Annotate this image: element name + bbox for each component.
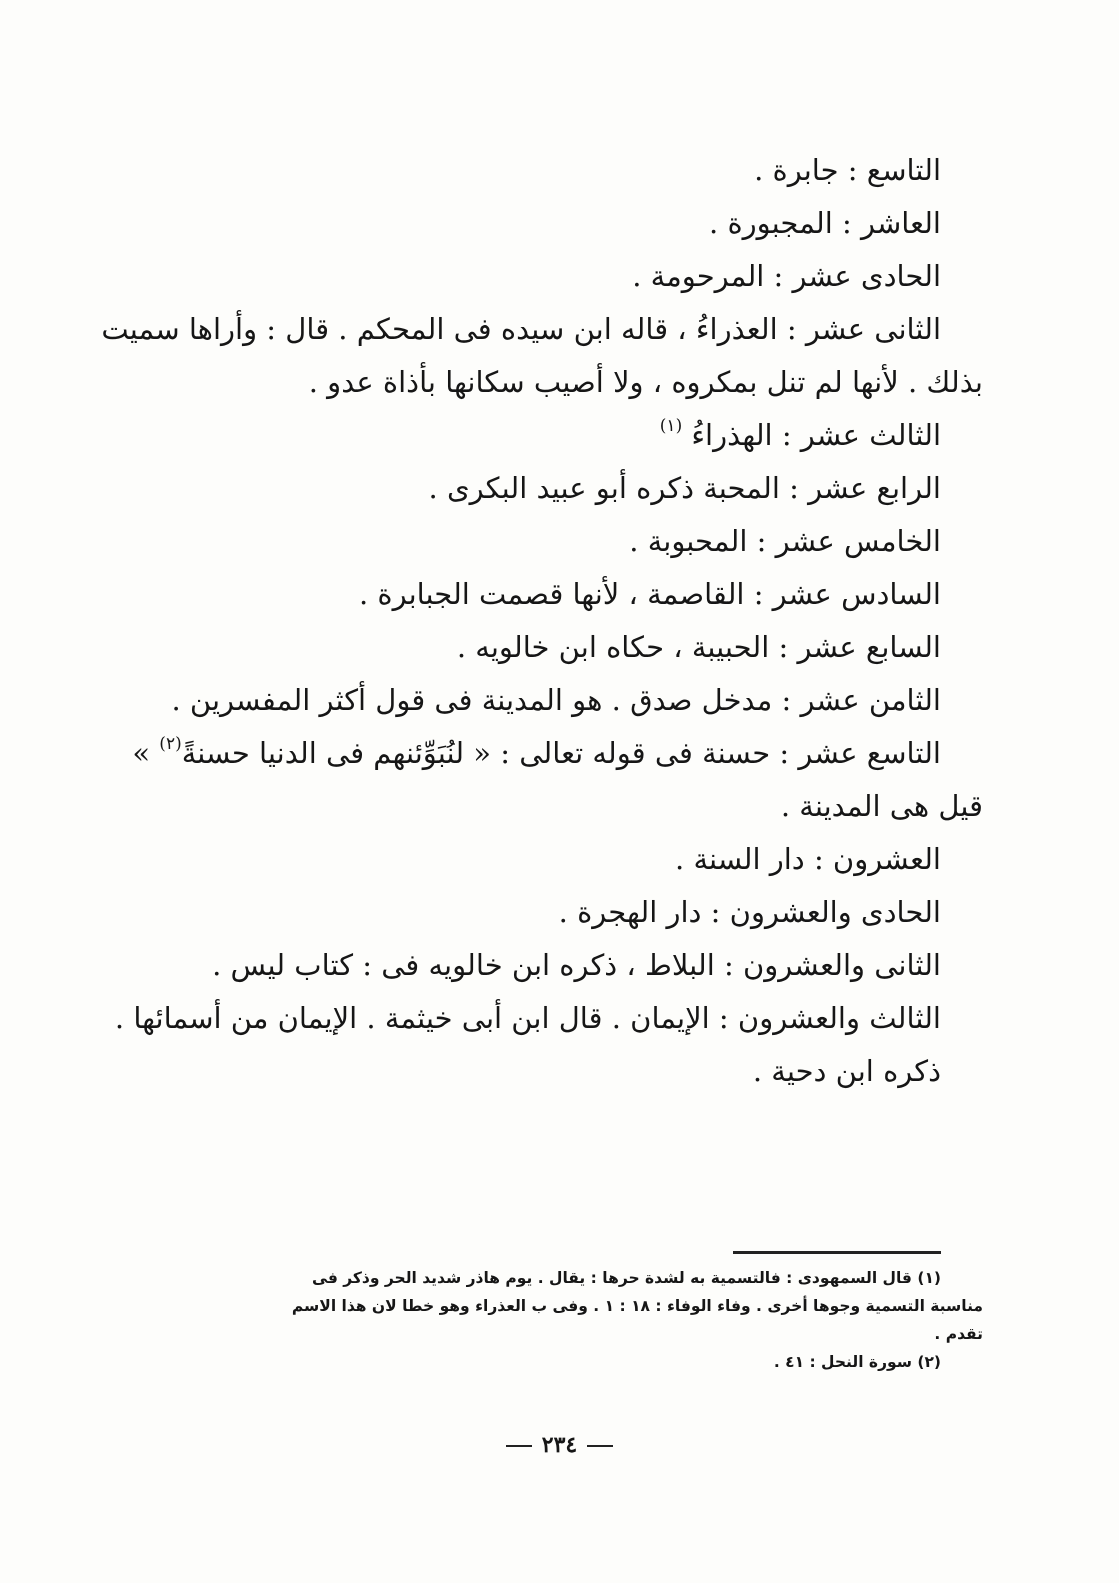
text-line: الحادى عشر : المرحومة . [632, 259, 941, 293]
footnote-ref-2: (٢) [159, 734, 182, 754]
footnote-line: (٢) سورة النحل : ٤١ . [773, 1353, 941, 1371]
footnotes [116, 1264, 983, 1376]
text-line: ذكره ابن دحية . [752, 1054, 941, 1088]
main-text [101, 144, 983, 1098]
quote-mark: » [132, 736, 151, 770]
text-line: الخامس عشر : المحبوبة . [629, 524, 941, 558]
text-line: بذلك . لأنها لم تنل بمكروه ، ولا أصيب سكانها بأذاة عدو . [308, 365, 983, 399]
text-segment: التاسع عشر : حسنة فى قوله تعالى : « لنُبَوِّئنهم فى الدنيا حسنةً [181, 736, 941, 770]
text-line: العشرون : دار السنة . [675, 842, 941, 876]
dash-left [506, 1445, 532, 1447]
text-line: الرابع عشر : المحبة ذكره أبو عبيد البكرى . [428, 471, 941, 505]
text-line: الثالث والعشرون : الإيمان . قال ابن أبى خيثمة . الإيمان من أسمائها . [114, 1001, 941, 1035]
footnote-line: تقدم . [934, 1325, 983, 1343]
text-line: قيل هى المدينة . [780, 789, 983, 823]
dash-right [587, 1445, 613, 1447]
footnote-line: (١) قال السمهودى : فالتسمية به لشدة حرها : يقال . يوم هاذر شديد الحر وذكر فى [312, 1269, 941, 1287]
text-segment: الثالث عشر : الهذراءُ [691, 418, 941, 452]
page-number [0, 1432, 1119, 1458]
text-line: السابع عشر : الحبيبة ، حكاه ابن خالويه . [456, 630, 941, 664]
text-line: العاشر : المجبورة . [709, 206, 941, 240]
text-line-with-ref [118, 727, 941, 780]
text-line: الثامن عشر : مدخل صدق . هو المدينة فى قول أكثر المفسرين . [171, 683, 941, 717]
text-line: الثانى عشر : العذراءُ ، قاله ابن سيده فى المحكم . قال : وأراها سميت [101, 312, 941, 346]
footnote-ref-1: (١) [659, 416, 683, 436]
footnote-divider [733, 1251, 941, 1254]
page-number-value: ٢٣٤ [541, 1432, 578, 1458]
footnote-line: مناسبة التسمية وجوها أخرى . وفاء الوفاء : ١٨ : ١ . وفى ب العذراء وهو خطا لان هذا الاسم [291, 1297, 983, 1315]
text-line: السادس عشر : القاصمة ، لأنها قصمت الجبابرة . [358, 577, 941, 611]
text-line: الحادى والعشرون : دار الهجرة . [558, 895, 941, 929]
text-line: التاسع : جابرة . [754, 153, 941, 187]
text-line: الثانى والعشرون : البلاط ، ذكره ابن خالويه فى : كتاب ليس . [212, 948, 941, 982]
text-line-with-ref [118, 409, 941, 462]
